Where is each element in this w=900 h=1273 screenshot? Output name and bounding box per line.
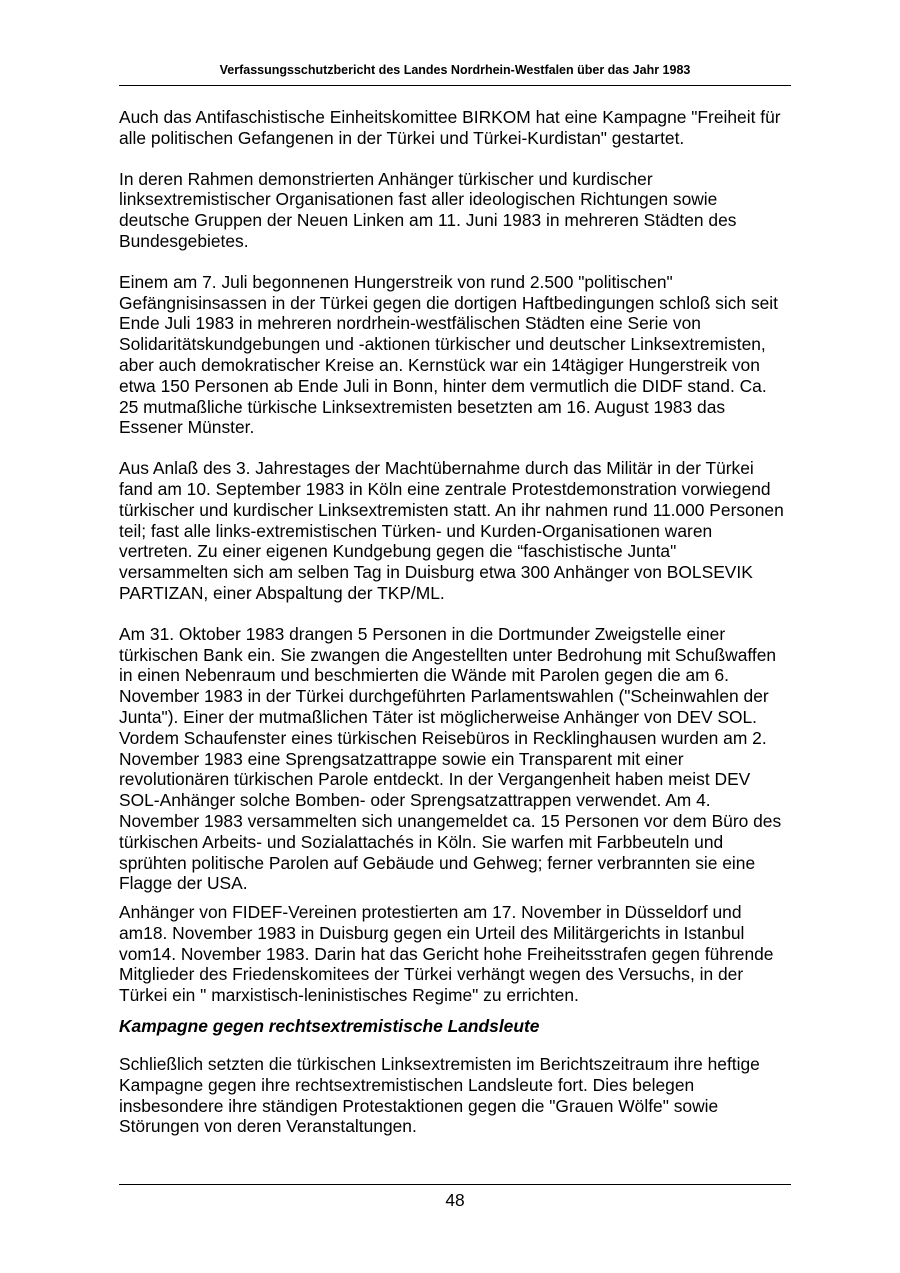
paragraph-hunger-strike: Einem am 7. Juli begonnenen Hungerstreik von rund 2.500 "politischen" Gefängnisinsassen in der Türkei gegen die dortigen Haftbedingungen schloß sich seit Ende Juli 1983 in mehreren nordrhein-westfälischen Städten eine Serie von Solidaritätskundgebungen und -aktionen türkischer und deutscher Linksextremisten, aber auch demokratischer Kreise an. Kernstück war ein 14tägiger Hungerstreik von etwa 150 Personen ab Ende Juli in Bonn, hinter dem vermutlich die DIDF stand. Ca. 25 mutmaßliche türkische Linksextremisten besetzten am 16. August 1983 das Essener Münster. (119, 271, 779, 438)
paragraph-fidef-protests: Anhänger von FIDEF-Vereinen protestierten am 17. November in Düsseldorf und am18. November 1983 in Duisburg gegen ein Urteil des Militärgerichts in Istanbul vom14. November 1983. Darin hat das Gericht hohe Freiheitsstrafen gegen führende Mitglieder des Friedenskomitees der Türkei verhängt wegen des Versuchs, in der Türkei ein " marxistisch-leninistisches Regime" zu errichten. (119, 902, 774, 1006)
page-number: 48 (445, 1190, 465, 1210)
section-heading: Kampagne gegen rechtsextremistische Landsleute (119, 1016, 540, 1037)
paragraph-cologne-protest: Aus Anlaß des 3. Jahrestages der Machtübernahme durch das Militär in der Türkei fand am 10. September 1983 in Köln eine zentrale Protestdemonstration vorwiegend türkischer und kurdischer Linksextremisten statt. An ihr nahmen rund 11.000 Personen teil; fast alle links-extremistischen Türken- und Kurden-Organisationen waren vertreten. Zu einer eigenen Kundgebung gegen die “faschistische Junta" versammelten sich am selben Tag in Duisburg etwa 300 Anhänger von BOLSEVIK PARTIZAN, einer Abspaltung der TKP/ML. (119, 458, 784, 603)
header-divider (119, 85, 791, 86)
footer-divider (119, 1184, 791, 1185)
page-body (119, 107, 787, 1137)
paragraph-birkom-campaign: Auch das Antifaschistische Einheitskomittee BIRKOM hat eine Kampagne "Freiheit für alle politischen Gefangenen in der Türkei und Türkei-Kurdistan" gestartet. (119, 107, 781, 148)
paragraph-dortmund-bank: Am 31. Oktober 1983 drangen 5 Personen in die Dortmunder Zweigstelle einer türkischen Bank ein. Sie zwangen die Angestellten unter Bedrohung mit Schußwaffen in einen Nebenraum und beschmierten die Wände mit Parolen gegen die am 6. November 1983 in der Türkei durchgeführten Parlamentswahlen ("Scheinwahlen der Junta"). Einer der mutmaßlichen Täter ist möglicherweise Anhänger von DEV SOL. Vordem Schaufenster eines türkischen Reisebüros in Recklinghausen wurden am 2. November 1983 eine Sprengsatzattrappe sowie ein Transparent mit einer revolutionären türkischen Parole entdeckt. In der Vergangenheit haben meist DEV SOL-Anhänger solche Bomben- oder Sprengsatzattrappen verwendet. Am 4. November 1983 versammelten sich unangemeldet ca. 15 Personen vor dem Büro des türkischen Arbeits- und Sozialattachés in Köln. Sie warfen mit Farbbeuteln und sprühten politische Parolen auf Gebäude und Gehweg; ferner verbrannten sie eine Flagge der USA. (119, 623, 782, 894)
paragraph-june-demonstrations: In deren Rahmen demonstrierten Anhänger türkischer und kurdischer linksextremistischer Organisationen fast aller ideologischen Richtungen sowie deutsche Gruppen der Neuen Linken am 11. Juni 1983 in mehreren Städten des Bundesgebietes. (119, 168, 737, 251)
running-header: Verfassungsschutzbericht des Landes Nordrhein-Westfalen über das Jahr 1983 (219, 63, 691, 77)
paragraph-campaign-right-wing: Schließlich setzten die türkischen Linksextremisten im Berichtszeitraum ihre heftige Kampagne gegen ihre rechtsextremistischen Landsleute fort. Dies belegen insbesondere ihre ständigen Protestaktionen gegen die "Grauen Wölfe" sowie Störungen von deren Veranstaltungen. (119, 1054, 760, 1137)
